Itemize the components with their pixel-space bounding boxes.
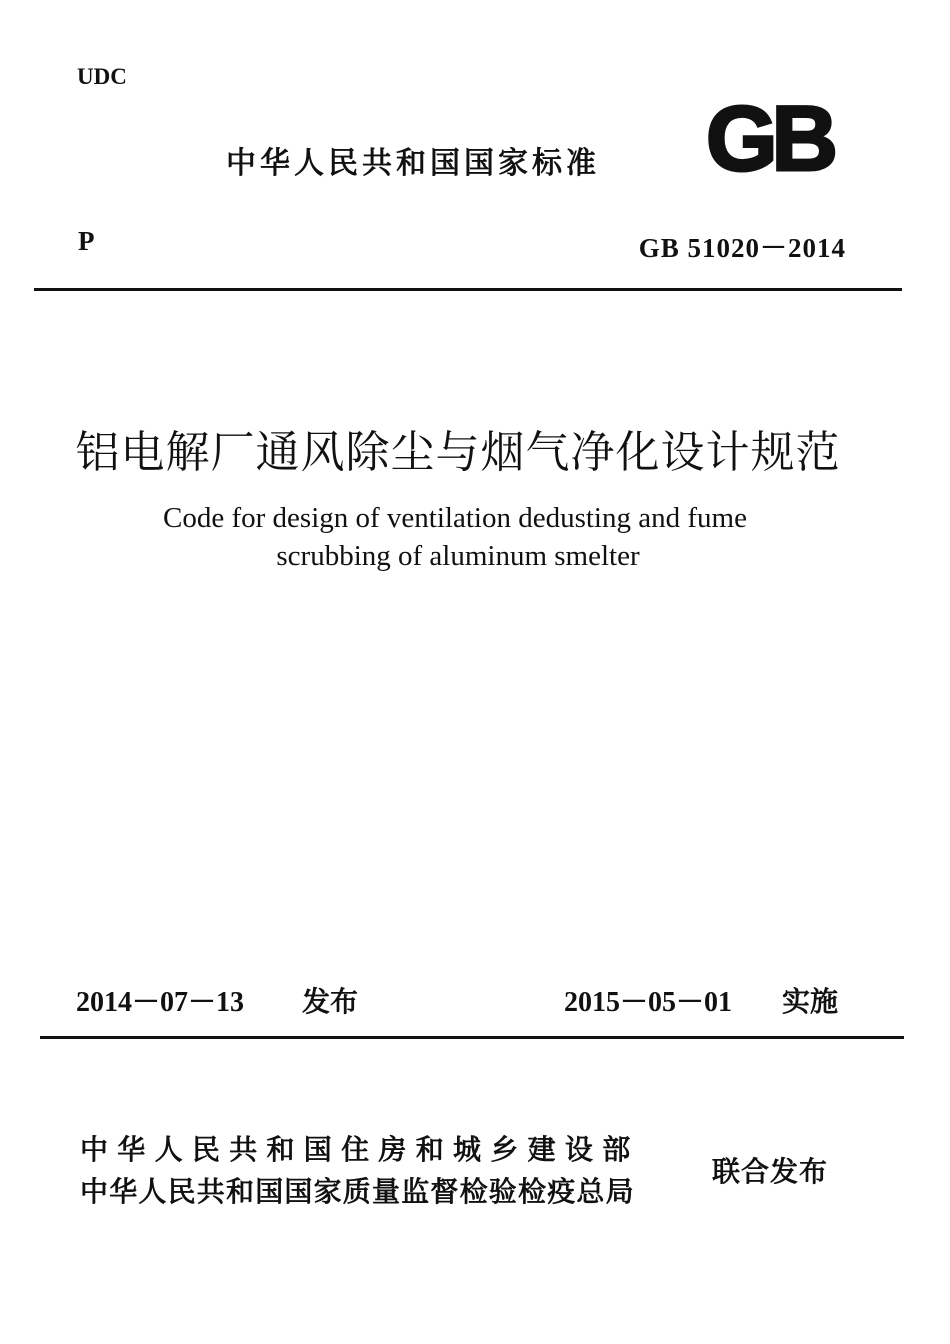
top-divider [34,288,902,291]
standard-type-title: 中华人民共和国国家标准 [226,146,600,181]
title-english-line1: Code for design of ventilation dedusting and fume [163,502,747,534]
implementation-label: 实施 [782,985,839,1018]
joint-issue-label: 联合发布 [712,1155,829,1188]
issue-label: 发布 [302,985,359,1018]
title-chinese: 铝电解厂通风除尘与烟气净化设计规范 [75,427,841,478]
issuer-ministry-housing: 中华人民共和国住房和城乡建设部 [80,1133,640,1166]
bottom-divider [40,1036,904,1039]
issue-date: 2014－07－13 [76,987,245,1018]
gb-logo-text: GB [706,96,832,178]
udc-label: UDC [77,64,127,89]
classification-code: P [78,226,95,256]
title-english-line2: scrubbing of aluminum smelter [276,540,640,572]
standard-number: GB 51020－2014 [638,233,846,263]
issuer-quality-administration: 中华人民共和国国家质量监督检验检疫总局 [80,1175,635,1208]
gb-logo [692,96,847,178]
implementation-date: 2015－05－01 [564,987,733,1018]
